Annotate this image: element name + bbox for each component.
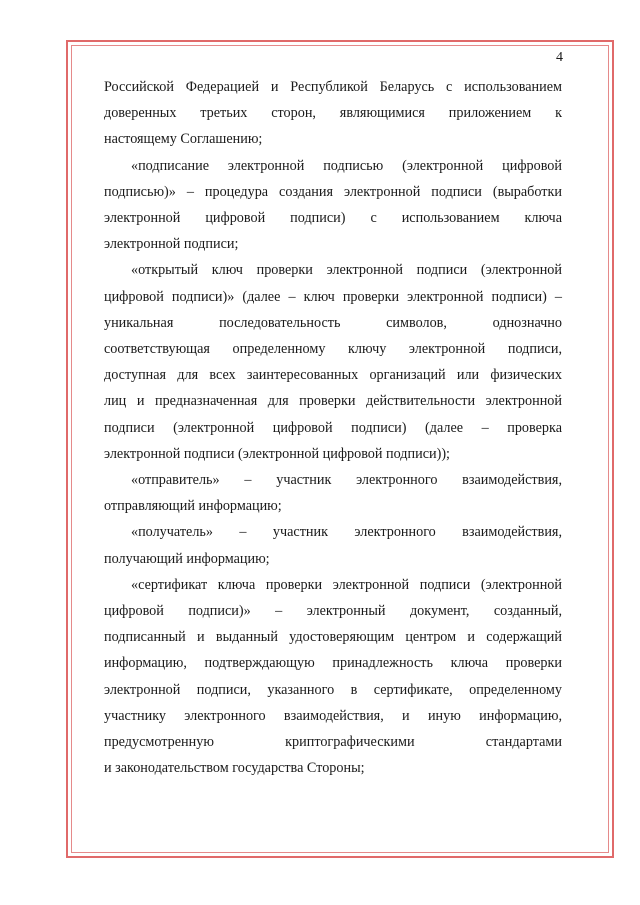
paragraph xyxy=(104,467,562,519)
text-line: электронной подписи, указанного в сертификате, определенному xyxy=(104,681,562,698)
text-line: «подписание электронной подписью (электронной цифровой xyxy=(131,157,562,174)
text-line: Российской Федерацией и Республикой Беларусь с использованием xyxy=(104,79,562,95)
text-line: доступная для всех заинтересованных организаций или физических xyxy=(104,367,562,384)
paragraph xyxy=(104,153,562,258)
paragraph xyxy=(104,257,562,467)
text-line: и законодательством государства Стороны; xyxy=(104,760,365,777)
text-line: соответствующая определенному ключу электронной подписи, xyxy=(104,341,562,358)
text-line: электронной подписи (электронной цифровой подписи)); xyxy=(104,445,450,462)
text-line: участнику электронного взаимодействия, и иную информацию, xyxy=(104,707,562,724)
text-line: предусмотренную криптографическими стандартами xyxy=(104,734,562,751)
paragraph xyxy=(104,519,562,571)
text-line: уникальная последовательность символов, однозначно xyxy=(104,314,562,331)
text-line: «сертификат ключа проверки электронной подписи (электронной xyxy=(131,576,562,593)
paragraph xyxy=(104,572,562,782)
text-line: информацию, подтверждающую принадлежность ключа проверки xyxy=(104,655,562,672)
text-line: «открытый ключ проверки электронной подписи (электронной xyxy=(131,262,562,279)
text-line: «отправитель» – участник электронного взаимодействия, xyxy=(131,472,562,489)
paragraph xyxy=(104,74,562,153)
text-line: настоящему Соглашению; xyxy=(104,131,263,148)
page-number: 4 xyxy=(556,50,563,65)
text-line: доверенных третьих сторон, являющимися приложением к xyxy=(104,105,562,122)
text-line: лиц и предназначенная для проверки действительности электронной xyxy=(104,393,562,410)
text-line: электронной подписи; xyxy=(104,236,239,253)
text-line: цифровой подписи)» – электронный документ, созданный, xyxy=(104,603,562,620)
text-line: «получатель» – участник электронного взаимодействия, xyxy=(131,524,562,541)
text-line: подписи (электронной цифровой подписи) (далее – проверка xyxy=(104,419,562,436)
text-line: получающий информацию; xyxy=(104,550,270,567)
text-line: подписанный и выданный удостоверяющим центром и содержащий xyxy=(104,629,562,646)
text-line: отправляющий информацию; xyxy=(104,498,282,515)
text-line: электронной цифровой подписи) с использованием ключа xyxy=(104,210,562,227)
text-line: цифровой подписи)» (далее – ключ проверки электронной подписи) – xyxy=(104,288,562,305)
text-line: подписью)» – процедура создания электронной подписи (выработки xyxy=(104,183,562,200)
document-body xyxy=(104,74,562,781)
